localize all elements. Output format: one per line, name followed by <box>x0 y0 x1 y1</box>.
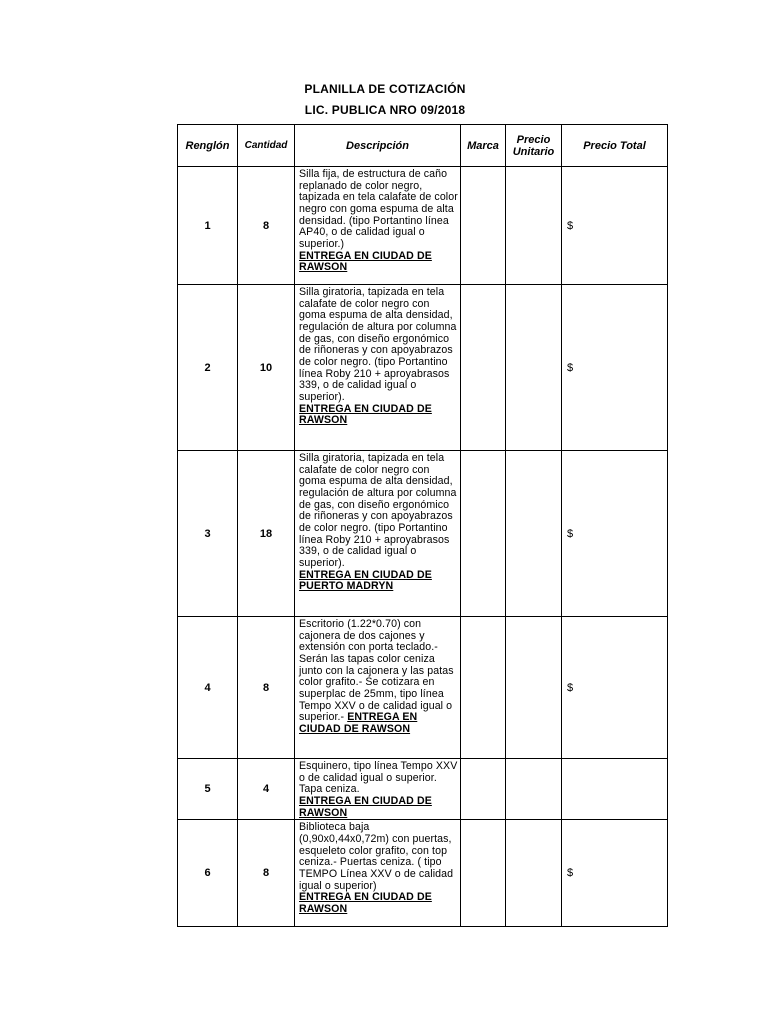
descripcion-cell <box>295 759 461 820</box>
descripcion-text: Biblioteca baja (0,90x0,44x0,72m) con puertas, esqueleto color grafito, con top ceniza.- Puertas ceniza. ( tipo TEMPO Línea XXV o de calidad igual o superior) <box>299 821 454 892</box>
renglon-cell: 5 <box>178 759 238 820</box>
page-subtitle: LIC. PUBLICA NRO 09/2018 <box>304 103 466 117</box>
descripcion-cell <box>295 167 461 285</box>
precio-unitario-cell[interactable] <box>506 285 562 451</box>
precio-unitario-cell[interactable] <box>506 617 562 759</box>
precio-total-cell[interactable]: $ <box>562 285 668 451</box>
entrega-text: ENTREGA EN CIUDAD DE PUERTO MADRYN <box>299 568 432 593</box>
table-row <box>178 820 668 927</box>
column-header-descripcion: Descripción <box>295 125 461 167</box>
page-title: PLANILLA DE COTIZACIÓN <box>304 82 466 96</box>
descripcion-text: Esquinero, tipo línea Tempo XXV o de calidad igual o superior. Tapa ceniza. <box>299 760 458 796</box>
marca-cell[interactable] <box>461 617 506 759</box>
table-row <box>178 167 668 285</box>
entrega-text: ENTREGA EN CIUDAD DE RAWSON <box>299 891 432 915</box>
marca-cell[interactable] <box>461 820 506 927</box>
precio-total-cell[interactable]: $ <box>562 617 668 759</box>
descripcion-text: Silla giratoria, tapizada en tela calafate de color negro con goma espuma de alta densidad, regulación de altura por columna de gas, con diseño ergonómico de riñoneras y con apoyabrazos de color negro. (tipo Portantino línea Roby 210 + aproyabrasos 339, o de calidad igual o superior). <box>299 452 457 569</box>
column-header-renglon: Renglón <box>178 125 238 167</box>
cantidad-cell: 8 <box>238 617 295 759</box>
precio-total-cell[interactable]: $ <box>562 820 668 927</box>
descripcion-cell <box>295 617 461 759</box>
column-header-marca: Marca <box>461 125 506 167</box>
entrega-text: ENTREGA EN CIUDAD DE RAWSON <box>299 711 418 735</box>
entrega-text: ENTREGA EN CIUDAD DE RAWSON <box>299 402 432 427</box>
table-header-row <box>178 125 668 167</box>
precio-total-cell[interactable]: $ <box>562 167 668 285</box>
descripcion-cell <box>295 451 461 617</box>
descripcion-text: Silla giratoria, tapizada en tela calafate de color negro con goma espuma de alta densidad, regulación de altura por columna de gas, con diseño ergonómico de riñoneras y con apoyabrazos de color negro. (tipo Portantino línea Roby 210 + aproyabrasos 339, o de calidad igual o superior). <box>299 286 457 403</box>
renglon-cell: 1 <box>178 167 238 285</box>
entrega-text: ENTREGA EN CIUDAD DE RAWSON <box>299 794 432 819</box>
marca-cell[interactable] <box>461 285 506 451</box>
table-row <box>178 617 668 759</box>
marca-cell[interactable] <box>461 759 506 820</box>
precio-total-cell[interactable]: $ <box>562 451 668 617</box>
renglon-cell: 2 <box>178 285 238 451</box>
precio-unitario-cell[interactable] <box>506 451 562 617</box>
marca-cell[interactable] <box>461 167 506 285</box>
descripcion-cell <box>295 820 461 927</box>
cantidad-cell: 8 <box>238 820 295 927</box>
table-row <box>178 451 668 617</box>
descripcion-text: Escritorio (1.22*0.70) con cajonera de dos cajones y extensión con porta teclado.- Serán las tapas color ceniza junto con la cajonera y las patas color grafito.- Se cotizara en superplac de 25mm, tipo línea Tempo XXV o de calidad igual o superior.- <box>299 618 454 724</box>
quotation-table <box>177 124 668 927</box>
marca-cell[interactable] <box>461 451 506 617</box>
precio-unitario-cell[interactable] <box>506 759 562 820</box>
cantidad-cell: 18 <box>238 451 295 617</box>
cantidad-cell: 8 <box>238 167 295 285</box>
table-row <box>178 759 668 820</box>
cantidad-cell: 4 <box>238 759 295 820</box>
precio-unitario-cell[interactable] <box>506 820 562 927</box>
column-header-precio-total: Precio Total <box>562 125 668 167</box>
cantidad-cell: 10 <box>238 285 295 451</box>
descripcion-text: Silla fija, de estructura de caño replanado de color negro, tapizada en tela calafate de color negro con goma espuma de alta densidad. (tipo Portantino línea AP40, o de calidad igual o superior.) <box>299 168 458 250</box>
column-header-precio-unitario: Precio Unitario <box>506 125 562 167</box>
descripcion-cell <box>295 285 461 451</box>
column-header-cantidad: Cantidad <box>238 125 295 167</box>
table-row <box>178 285 668 451</box>
renglon-cell: 4 <box>178 617 238 759</box>
entrega-text: ENTREGA EN CIUDAD DE RAWSON <box>299 249 432 274</box>
precio-total-cell[interactable] <box>562 759 668 820</box>
renglon-cell: 3 <box>178 451 238 617</box>
precio-unitario-cell[interactable] <box>506 167 562 285</box>
renglon-cell: 6 <box>178 820 238 927</box>
